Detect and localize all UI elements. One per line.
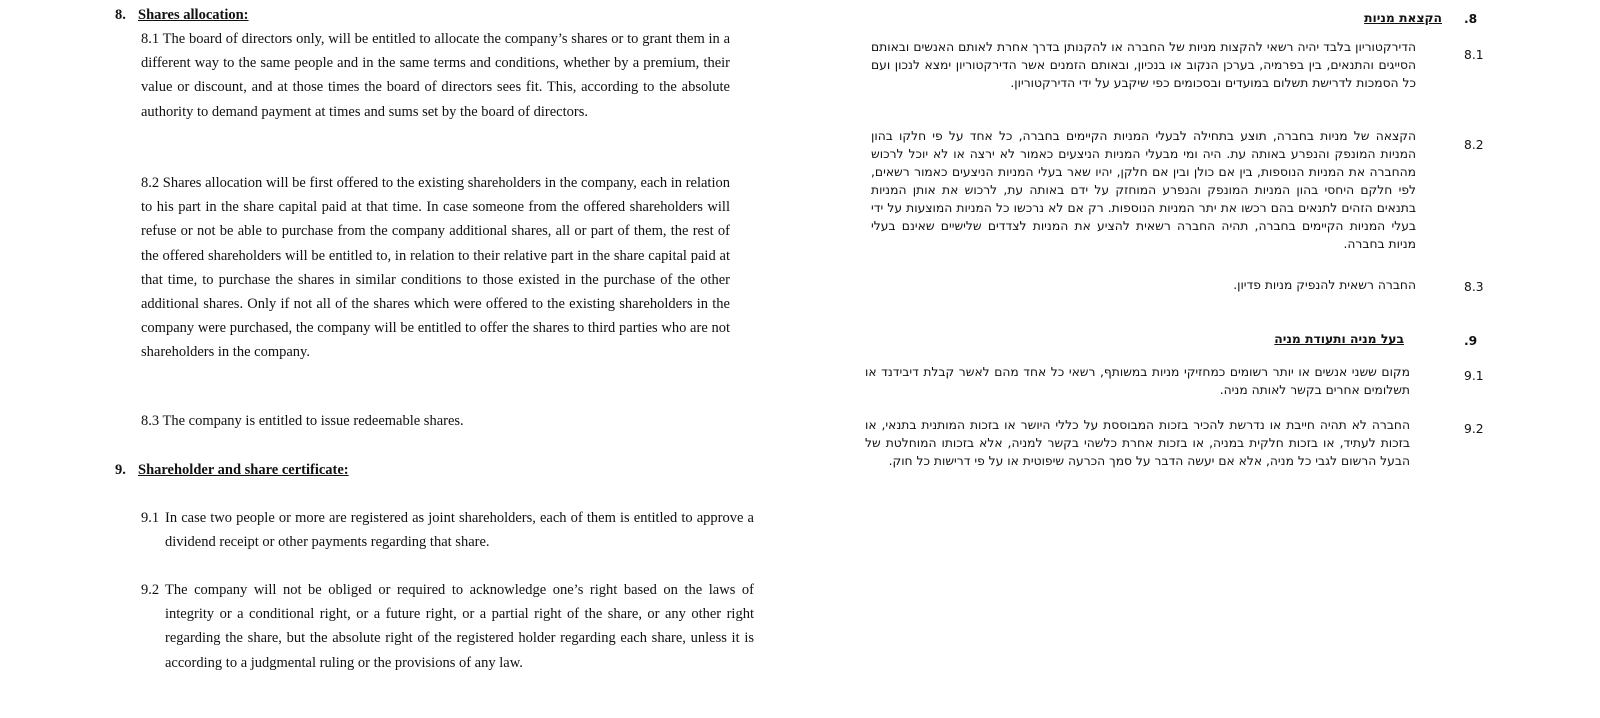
english-column	[0, 0, 760, 718]
hebrew-clause-9-2: החברה לא תהיה חייבת או נדרשת להכיר בזכות המבוססת על כללי היושר או בזכות המותנית בתנאי, או בזכות לעתיד, או בזכות חלקית במניה, או בזכות אחרת כלשהי בקשר למניה, אלא בזכותו המוחלטת של הבעל הרשום לגבי כל מניה, אלא אם יעשה הדבר על סמך הכרעה שיפוטית או על פי דרישות כל חוק.	[865, 418, 1410, 468]
hebrew-section-8-title: הקצאת מניות	[1364, 11, 1442, 25]
clause-9-1-number: 9.1	[141, 510, 160, 526]
hebrew-clause-9-1: מקום ששני אנשים או יותר רשומים כמחזיקי מניות במשותף, רשאי כל אחד מהם לאשר קבלת דיבידנד או תשלומים אחרים בקשר לאותה מניה.	[865, 365, 1410, 397]
hebrew-clause-9-2-number: 9.2	[1464, 422, 1484, 436]
section-9-number: 9.	[115, 462, 126, 478]
hebrew-clause-8-1: הדירקטוריון בלבד יהיה רשאי להקצות מניות של החברה או להקנותן בדרך אחרת לאותם האנשים ובאותם הסייגים והתנאים, בין בפרמיה, בערכן הנקוב או בנכיון, ובאותם הזמנים אשר הדירקטוריון ימצא לנכון ועם כל הסמכות לדרישת תשלום במועדים ובסכומים כפי שיקבע על ידי הדירקטוריון.	[871, 40, 1416, 90]
clause-8-3: 8.3 The company is entitled to issue redeemable shares.	[141, 413, 464, 429]
hebrew-column	[860, 0, 1600, 718]
hebrew-section-8-number: .8	[1464, 12, 1478, 26]
section-9-title: Shareholder and share certificate:	[138, 462, 349, 478]
clause-9-2-number: 9.2	[141, 582, 160, 598]
section-8-number: 8.	[115, 7, 126, 23]
clause-9-1-text: In case two people or more are registered as joint shareholders, each of them is entitled to approve a dividend receipt or other payments regarding that share.	[165, 510, 754, 551]
hebrew-clause-8-3-number: 8.3	[1464, 280, 1484, 294]
clause-8-2: 8.2 Shares allocation will be first offered to the existing shareholders in the company, each in relation to his part in the share capital paid at that time. In case someone from the offered shareholders will refuse or not be able to purchase from the company additional shares, all or part of them, the rest of the offered shareholders will be entitled to, in relation to their relative part in the share capital paid at that time, to purchase the shares in similar conditions to those existed in the purchase of the other additional shares. Only if not all of the shares which were offered to the existing shareholders in the company were purchased, the company will be entitled to offer the shares to third parties who are not shareholders in the company.	[141, 175, 730, 361]
hebrew-section-9-number: .9	[1464, 334, 1478, 348]
hebrew-clause-8-2: הקצאה של מניות בחברה, תוצע בתחילה לבעלי המניות הקיימים בחברה, כל אחד על פי חלקו בהון המניות המונפק והנפרע באותה עת. היה ומי מבעלי המניות הניצעים כאמור לא ירצה או לא יוכל לרכוש מהחברה את המניות הנוספות, בין אם כולן ובין אם חלקן, יהיו שאר בעלי המניות הניצעים כאמור רשאים, לפי חלקם היחסי בהון המניות המונפק והנפרע המוחזק על ידם באותה עת, לרכוש את אותן המניות בתנאים הזהים לתנאים בהם רכשו את יתר המניות הנוספות. רק אם לא נרכשו כל המניות המוצעות על ידי בעלי המניות הקיימים בחברה, תהיה החברה רשאית להציע את המניות לצדדים שלישיים שאינם בעלי מניות בחברה.	[871, 129, 1416, 251]
section-8-title: Shares allocation:	[138, 7, 249, 23]
clause-9-1	[141, 506, 754, 554]
hebrew-clause-8-2-number: 8.2	[1464, 138, 1484, 152]
clause-9-2	[141, 578, 754, 675]
hebrew-clause-9-1-number: 9.1	[1464, 369, 1484, 383]
section-9-heading	[115, 458, 349, 482]
hebrew-section-9-title: בעל מניה ותעודת מניה	[1274, 332, 1404, 346]
hebrew-clause-8-1-number: 8.1	[1464, 48, 1484, 62]
section-8-heading	[115, 3, 249, 27]
hebrew-clause-8-3: החברה רשאית להנפיק מניות פדיון.	[1233, 278, 1416, 292]
clause-9-2-text: The company will not be obliged or required to acknowledge one’s right based on the laws of integrity or a conditional right, or a future right, or a partial right of the share, or any other right regarding the share, but the absolute right of the registered holder regarding each share, unless it is according to a judgmental ruling or the provisions of any law.	[165, 582, 754, 671]
clause-8-1: 8.1 The board of directors only, will be entitled to allocate the company’s shares or to grant them in a different way to the same people and in the same terms and conditions, whether by a premium, their value or discount, and at those times the board of directors sees fit. This, according to the absolute authority to demand payment at times and sums set by the board of directors.	[141, 31, 730, 120]
